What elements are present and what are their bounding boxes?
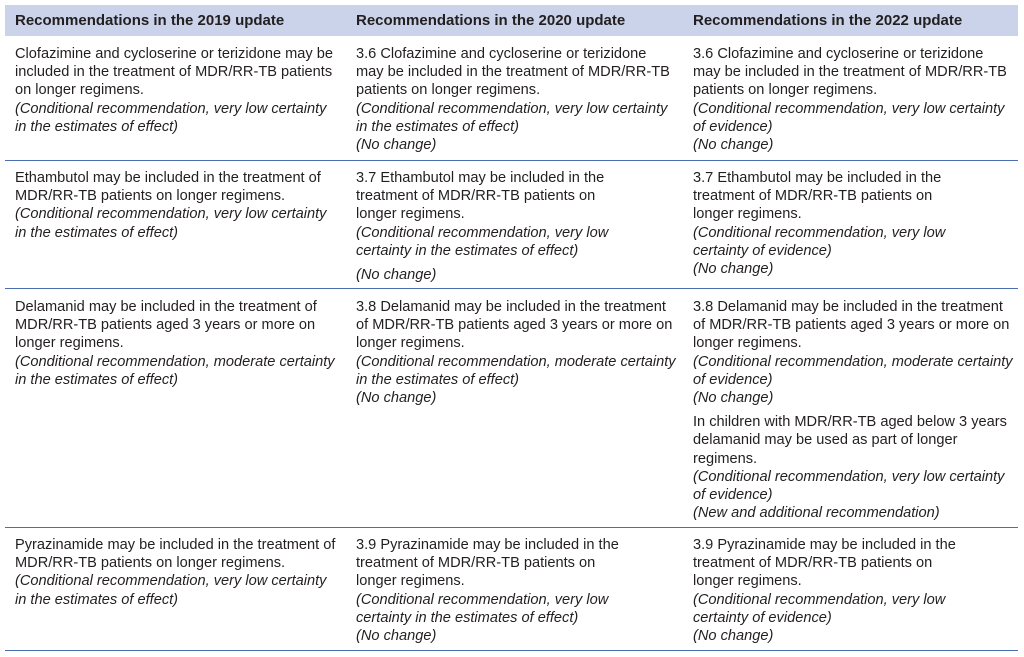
recommendation-strength: (Conditional recommendation, very low certainty in the estimates of effect) <box>15 100 327 135</box>
row-3-2019 <box>15 298 337 389</box>
recommendation-strength: (Conditional recommendation, very low certainty of evidence) <box>693 100 1005 135</box>
recommendation-text: 3.8 Delamanid may be included in the treatment of MDR/RR-TB patients aged 3 years or more on longer regimens. <box>356 299 673 352</box>
change-status: (No change) <box>356 390 437 407</box>
recommendation-strength: (Conditional recommendation, very low certainty in the estimates of effect) <box>356 591 609 626</box>
recommendation-strength: (Conditional recommendation, very low certainty in the estimates of effect) <box>356 224 609 259</box>
recommendation-strength: (Conditional recommendation, moderate certainty in the estimates of effect) <box>15 353 335 388</box>
row-1-2019 <box>15 45 337 136</box>
table-bottom-rule <box>5 650 1018 651</box>
header-2019: Recommendations in the 2019 update <box>15 12 285 29</box>
recommendation-text: 3.6 Clofazimine and cycloserine or terizidone may be included in the treatment of MDR/RR-TB patients on longer regimens. <box>356 46 670 99</box>
row-2-2022 <box>693 169 971 278</box>
recommendation-strength: (Conditional recommendation, very low certainty of evidence) <box>693 224 946 259</box>
row-1-2022 <box>693 45 1011 154</box>
recommendation-text: 3.9 Pyrazinamide may be included in the treatment of MDR/RR-TB patients on longer regimens. <box>693 537 956 590</box>
recommendation-text: Clofazimine and cycloserine or terizidone may be included in the treatment of MDR/RR-TB patients on longer regimens. <box>15 46 333 99</box>
recommendation-text-additional: In children with MDR/RR-TB aged below 3 years delamanid may be used as part of longer regimens. <box>693 414 1007 467</box>
row-4-2019 <box>15 536 337 609</box>
row-3-2020 <box>356 298 678 407</box>
recommendation-strength: (Conditional recommendation, very low certainty of evidence) <box>693 591 946 626</box>
row-3-2022 <box>693 298 1015 522</box>
recommendation-text: 3.9 Pyrazinamide may be included in the treatment of MDR/RR-TB patients on longer regimens. <box>356 537 619 590</box>
recommendation-text: Ethambutol may be included in the treatment of MDR/RR-TB patients on longer regimens. <box>15 170 321 205</box>
recommendation-strength: (Conditional recommendation, very low certainty in the estimates of effect) <box>15 573 327 608</box>
recommendation-strength-additional: (Conditional recommendation, very low certainty of evidence) <box>693 468 1005 504</box>
change-status-additional: (New and additional recommendation) <box>693 505 940 522</box>
change-status: (No change) <box>356 137 437 154</box>
change-status: (No change) <box>356 628 437 645</box>
change-status: (No change) <box>356 267 437 284</box>
change-status: (No change) <box>693 390 774 407</box>
recommendation-text: 3.8 Delamanid may be included in the treatment of MDR/RR-TB patients aged 3 years or more on longer regimens. <box>693 299 1010 352</box>
change-status: (No change) <box>693 628 774 645</box>
row-2-2019 <box>15 169 337 242</box>
change-status: (No change) <box>693 261 774 278</box>
row-2-2020 <box>356 169 634 284</box>
row-divider <box>5 288 1018 289</box>
change-status: (No change) <box>693 137 774 154</box>
row-1-2020 <box>356 45 674 154</box>
row-divider <box>5 160 1018 161</box>
recommendation-strength: (Conditional recommendation, moderate certainty in the estimates of effect) <box>356 353 676 388</box>
recommendation-text: 3.6 Clofazimine and cycloserine or terizidone may be included in the treatment of MDR/RR-TB patients on longer regimens. <box>693 46 1007 99</box>
header-2020: Recommendations in the 2020 update <box>356 12 626 29</box>
recommendation-strength: (Conditional recommendation, very low certainty in the estimates of effect) <box>356 100 668 135</box>
header-2022: Recommendations in the 2022 update <box>693 12 963 29</box>
recommendation-text: 3.7 Ethambutol may be included in the treatment of MDR/RR-TB patients on longer regimens. <box>356 170 605 223</box>
recommendation-strength: (Conditional recommendation, very low certainty in the estimates of effect) <box>15 206 327 241</box>
recommendation-strength: (Conditional recommendation, moderate certainty of evidence) <box>693 353 1013 388</box>
recommendation-text: 3.7 Ethambutol may be included in the treatment of MDR/RR-TB patients on longer regimens. <box>693 170 942 223</box>
row-4-2022 <box>693 536 971 645</box>
row-divider <box>5 527 1018 528</box>
row-4-2020 <box>356 536 634 645</box>
recommendation-text: Delamanid may be included in the treatment of MDR/RR-TB patients aged 3 years or more on longer regimens. <box>15 299 317 352</box>
recommendation-text: Pyrazinamide may be included in the treatment of MDR/RR-TB patients on longer regimens. <box>15 537 336 572</box>
